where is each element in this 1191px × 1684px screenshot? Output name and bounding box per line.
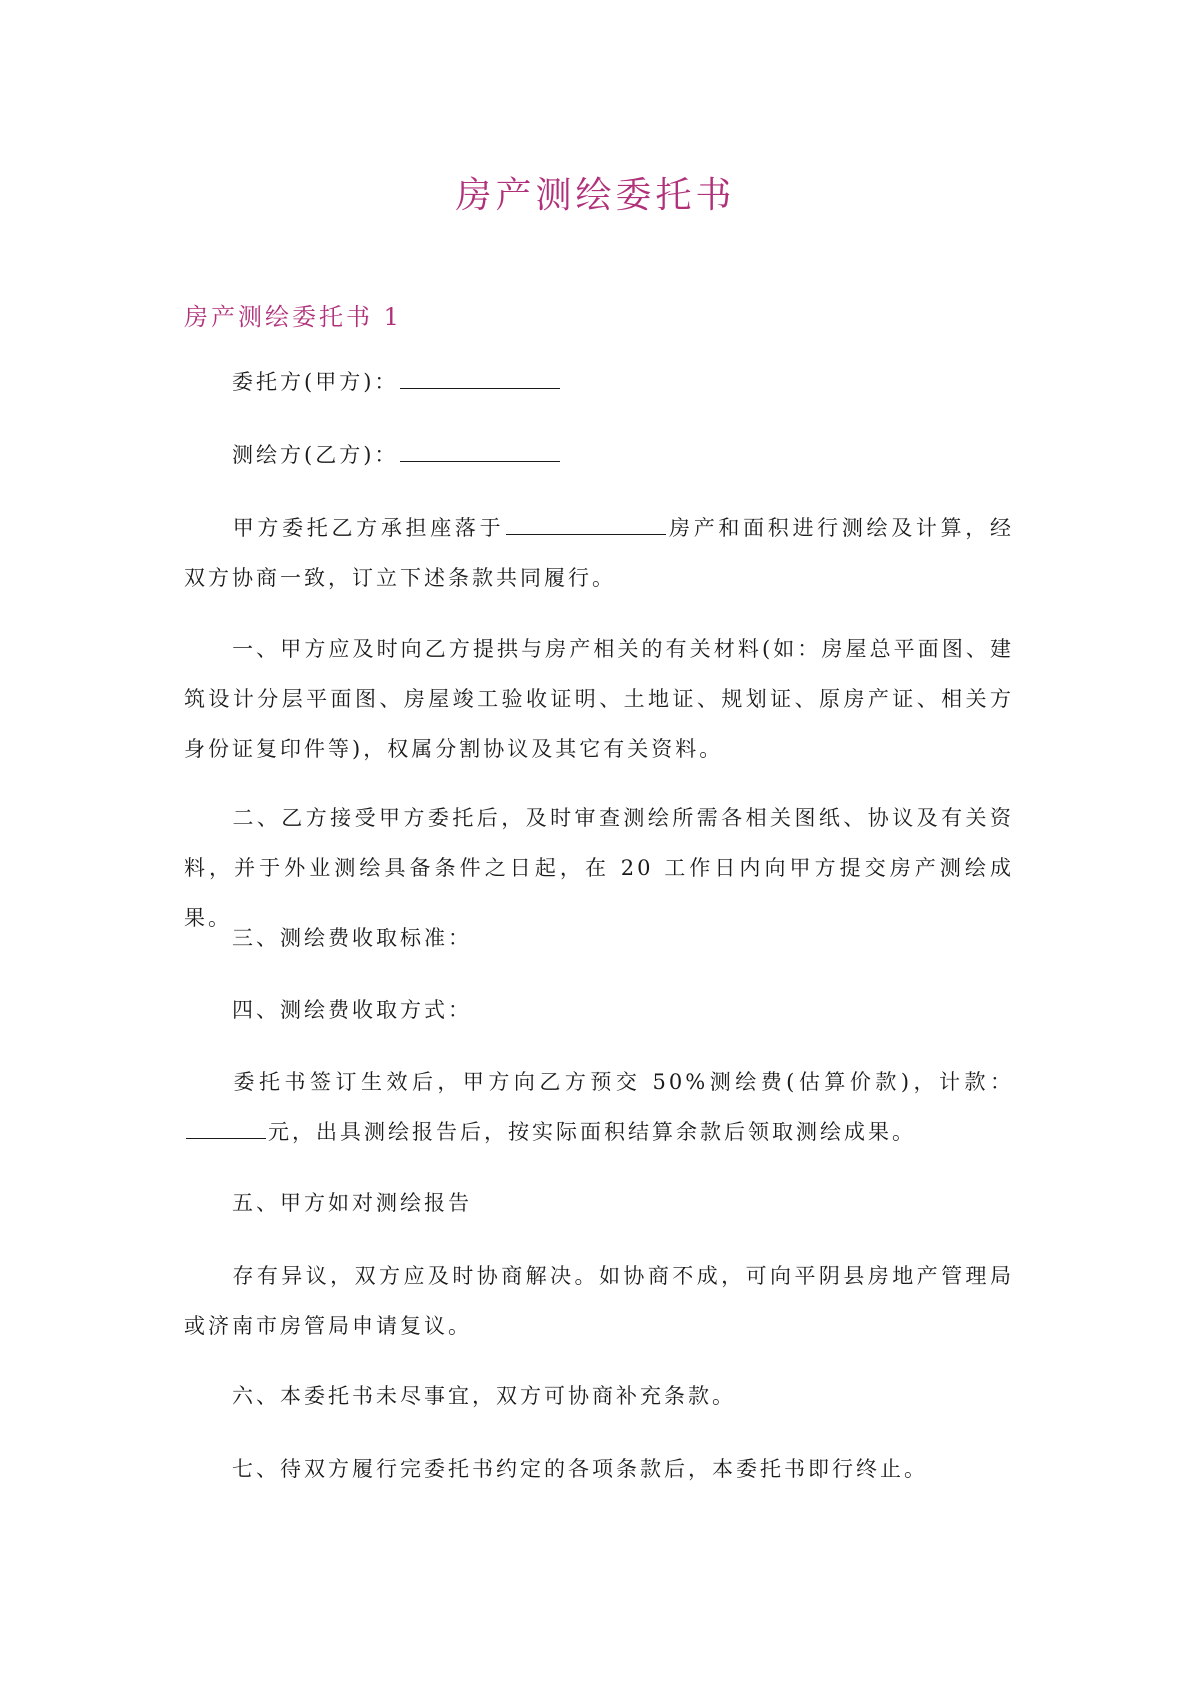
surveyor-label: 测绘方(乙方)： [232, 443, 399, 467]
intro-text-2: 房产和面积进行测绘及计算，经双方协商一致，订立下述条款共同履行。 [184, 516, 1015, 590]
clause-6-text: 六、本委托书未尽事宜，双方可协商补充条款。 [232, 1384, 736, 1408]
surveyor-line [184, 430, 1014, 480]
intro-text-1: 甲方委托乙方承担座落于 [232, 516, 505, 540]
surveyor-blank [400, 439, 560, 462]
clause-5 [184, 1178, 1014, 1228]
intro-paragraph [184, 503, 1014, 603]
clause-3 [184, 913, 1014, 963]
dispute-text: 存有异议，双方应及时协商解决。如协商不成，可向平阴县房地产管理局或济南市房管局申请复议。 [184, 1264, 1014, 1338]
clause-4 [184, 985, 1014, 1035]
client-line [184, 357, 1014, 407]
clause-4-text: 四、测绘费收取方式： [232, 998, 472, 1022]
clause-5-text: 五、甲方如对测绘报告 [232, 1191, 472, 1215]
location-blank [506, 512, 666, 535]
client-blank [400, 366, 560, 389]
clause-2-text: 二、乙方接受甲方委托后，及时审查测绘所需各相关图纸、协议及有关资料，并于外业测绘具备条件之日起，在 20 工作日内向甲方提交房产测绘成果。 [184, 806, 1014, 930]
clause-7 [184, 1444, 1014, 1494]
section-title: 房产测绘委托书 1 [184, 303, 402, 331]
clause-1 [184, 624, 1014, 774]
clause-3-text: 三、测绘费收取标准： [232, 926, 472, 950]
payment-text-2: 元，出具测绘报告后，按实际面积结算余款后领取测绘成果。 [268, 1120, 916, 1144]
payment-text-1: 委托书签订生效后，甲方向乙方预交 50%测绘费(估算价款)，计款： [232, 1070, 1014, 1094]
clause-1-text: 一、甲方应及时向乙方提拱与房产相关的有关材料(如：房屋总平面图、建筑设计分层平面图、房屋竣工验收证明、土地证、规划证、原房产证、相关方身份证复印件等)，权属分割协议及其它有关资料。 [184, 637, 1014, 761]
clause-6 [184, 1371, 1014, 1421]
clause-7-text: 七、待双方履行完委托书约定的各项条款后，本委托书即行终止。 [232, 1457, 928, 1481]
dispute-paragraph [184, 1251, 1014, 1351]
payment-paragraph [184, 1057, 1014, 1157]
amount-blank [186, 1116, 266, 1139]
document-title: 房产测绘委托书 [455, 175, 736, 216]
client-label: 委托方(甲方)： [232, 370, 399, 394]
